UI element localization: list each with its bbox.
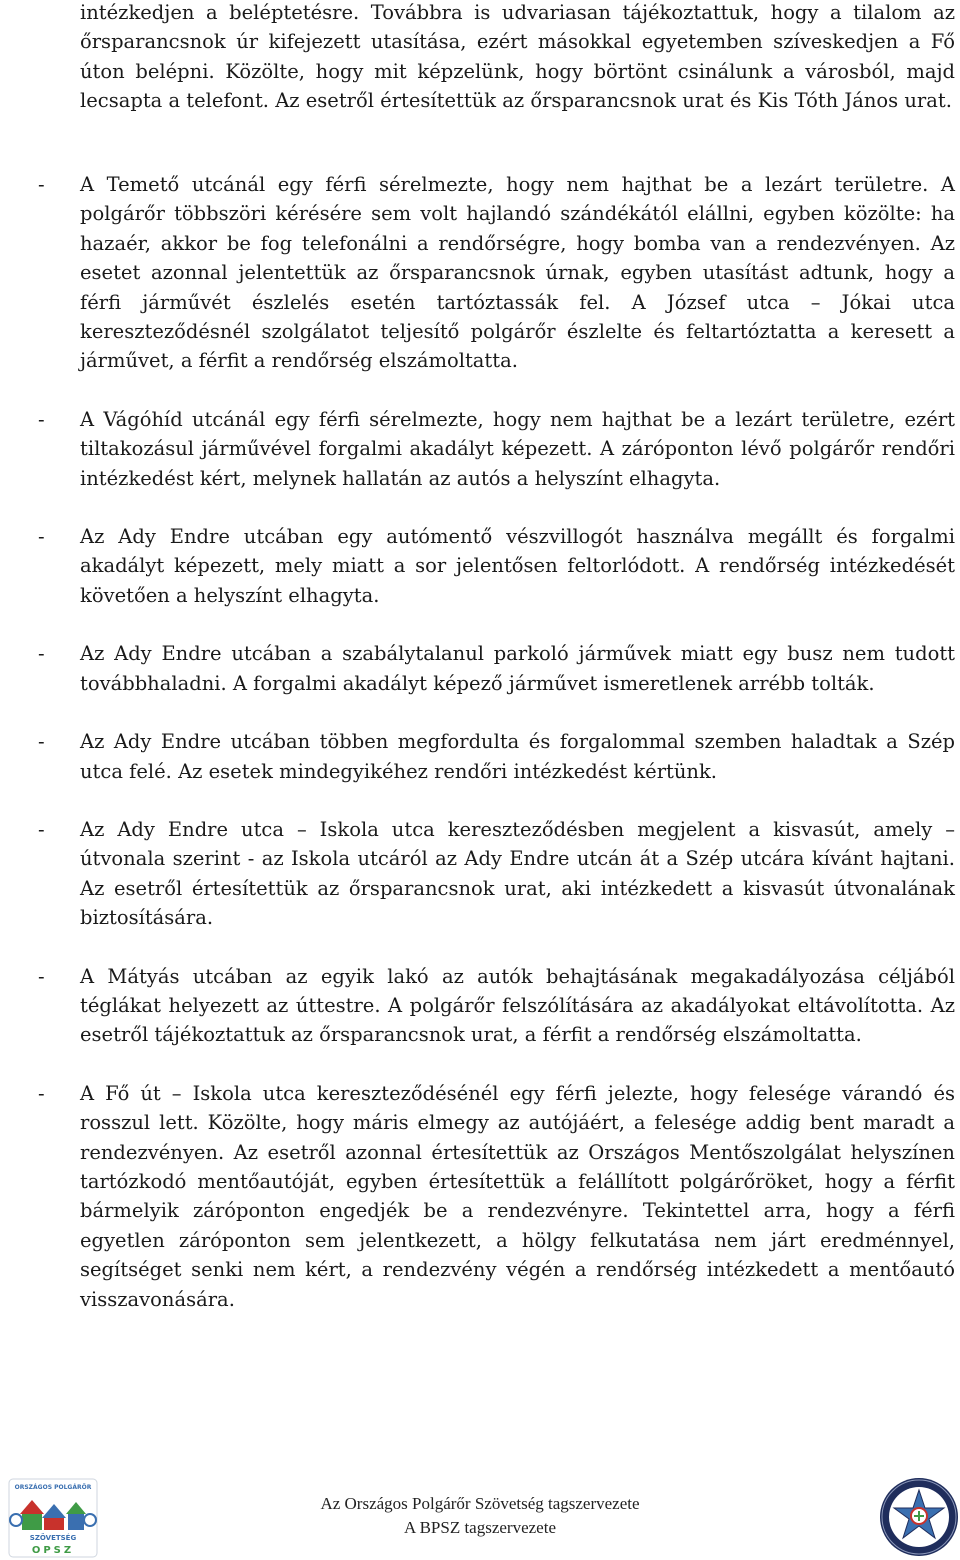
list-item-text: Az Ady Endre utca – Iskola utca kereszteződésben megjelent a kisvasút, amely – útvonala szerint - az Iskola utcáról az Ady Endre utcán át a Szép utcára kívánt hajtani. Az esetről értesítettük az őrsparancsnok urat, aki intézkedett a kisvasút útvonalának biztosítására. [80, 817, 955, 930]
list-item [38, 815, 955, 933]
intro-paragraph: intézkedjen a beléptetésre. Továbbra is udvariasan tájékoztattuk, hogy a tilalom az őrsparancsnok úr kifejezett utasítása, ezért másokkal egyetemben szíveskedjen a Fő úton belépni. Közölte, hogy mit képzelünk, hogy börtönt csinálunk a városból, majd lecsapta a telefont. Az esetről értesítettük az őrsparancsnok urat és Kis Tóth János urat. [80, 1, 955, 113]
opsz-logo [8, 1478, 98, 1558]
list-item [38, 170, 955, 376]
list-dash: - [38, 817, 45, 841]
list-dash: - [38, 642, 45, 666]
logo-top-text: ORSZÁGOS POLGÁRŐR [14, 1484, 92, 1491]
list-item [38, 1079, 955, 1314]
list-item-text: A Mátyás utcában az egyik lakó az autók behajtásának megakadályozása céljából téglákat helyezett az úttestre. A polgárőr felszólítására az akadályokat eltávolította. Az esetről tájékoztattuk az őrsparancsnok urat, a férfit a rendőrség elszámoltatta. [80, 964, 955, 1047]
footer-text [230, 1492, 730, 1540]
list-item [38, 405, 955, 493]
list-item-text: A Vágóhíd utcánál egy férfi sérelmezte, hogy nem hajthat be a lezárt területre, ezért tiltakozásul járművével forgalmi akadályt képezett. A záróponton lévő polgárőr rendőri intézkedést kért, melynek hallatán az autós a helyszínt elhagyta. [80, 407, 955, 490]
list-item-text: Az Ady Endre utcában egy autómentő vészvillogót használva megállt és forgalmi akadályt képezett, mely miatt a sor jelentősen feltorlódott. A rendőrség intézkedését követően a helyszínt elhagyta. [80, 525, 955, 607]
list-item [38, 962, 955, 1050]
footer-line-1: Az Országos Polgárőr Szövetség tagszervezete [320, 1494, 640, 1513]
incident-list [38, 170, 955, 1343]
list-dash: - [38, 407, 45, 431]
footer-line-2: A BPSZ tagszervezete [403, 1518, 556, 1537]
list-dash: - [38, 964, 45, 988]
logo-bottom-text: OPSZ [31, 1545, 75, 1556]
list-item [38, 522, 955, 610]
list-dash: - [38, 525, 45, 549]
list-dash: - [38, 1081, 45, 1105]
list-item [38, 727, 955, 786]
logo-mid-text: SZÖVETSÉG [29, 1534, 77, 1542]
list-item-text: A Fő út – Iskola utca kereszteződésénél egy férfi jelezte, hogy felesége várandó és rosszul lett. Közölte, hogy máris elmegy az autójáért, a felesége addig bent maradt a rendezvényen. Az esetről azonnal értesítettük az Országos Mentőszolgálat helyszínen tartózkodó mentőautóját, egyben értesítettük a felállított polgárőröket, hogy a férfit bármelyik záróponton engedjék be a rendezvényre. Tekintettel arra, hogy a férfi egyetlen záróponton sem jelentkezett, a hölgy felkutatása nem járt eredménnyel, segítséget senki nem kért, a rendezvény végén a rendőrség intézkedett a mentőautó visszavonására. [80, 1081, 955, 1311]
polgarorseg-seal-icon [878, 1474, 960, 1560]
list-item [38, 639, 955, 698]
list-item-text: A Temető utcánál egy férfi sérelmezte, hogy nem hajthat be a lezárt területre. A polgárőr többszöri kérésére sem volt hajlandó szándékától elállni, egyben közölte: ha hazaér, akkor be fog telefonálni a rendőrségre, hogy bomba van a rendezvényen. Az esetet azonnal jelentettük az őrsparancsnok úrnak, egyben utasítást adtunk, hogy a férfi járművét észlelés esetén tartóztassák fel. A József utca – Jókai utca kereszteződésnél szolgálatot teljesítő polgárőr észlelte és feltartóztatta a keresett a járművet, a férfit a rendőrség elszámoltatta. [80, 173, 955, 373]
list-dash: - [38, 173, 45, 196]
list-item-text: Az Ady Endre utcában többen megfordulta és forgalommal szemben haladtak a Szép utca felé. Az esetek mindegyikéhez rendőri intézkedést kértünk. [80, 730, 955, 783]
list-item-text: Az Ady Endre utcában a szabálytalanul parkoló járművek miatt egy busz nem tudott továbbhaladni. A forgalmi akadályt képező járművet ismeretlenek arrébb tolták. [80, 642, 955, 695]
list-dash: - [38, 730, 45, 754]
page-footer [0, 1472, 960, 1560]
